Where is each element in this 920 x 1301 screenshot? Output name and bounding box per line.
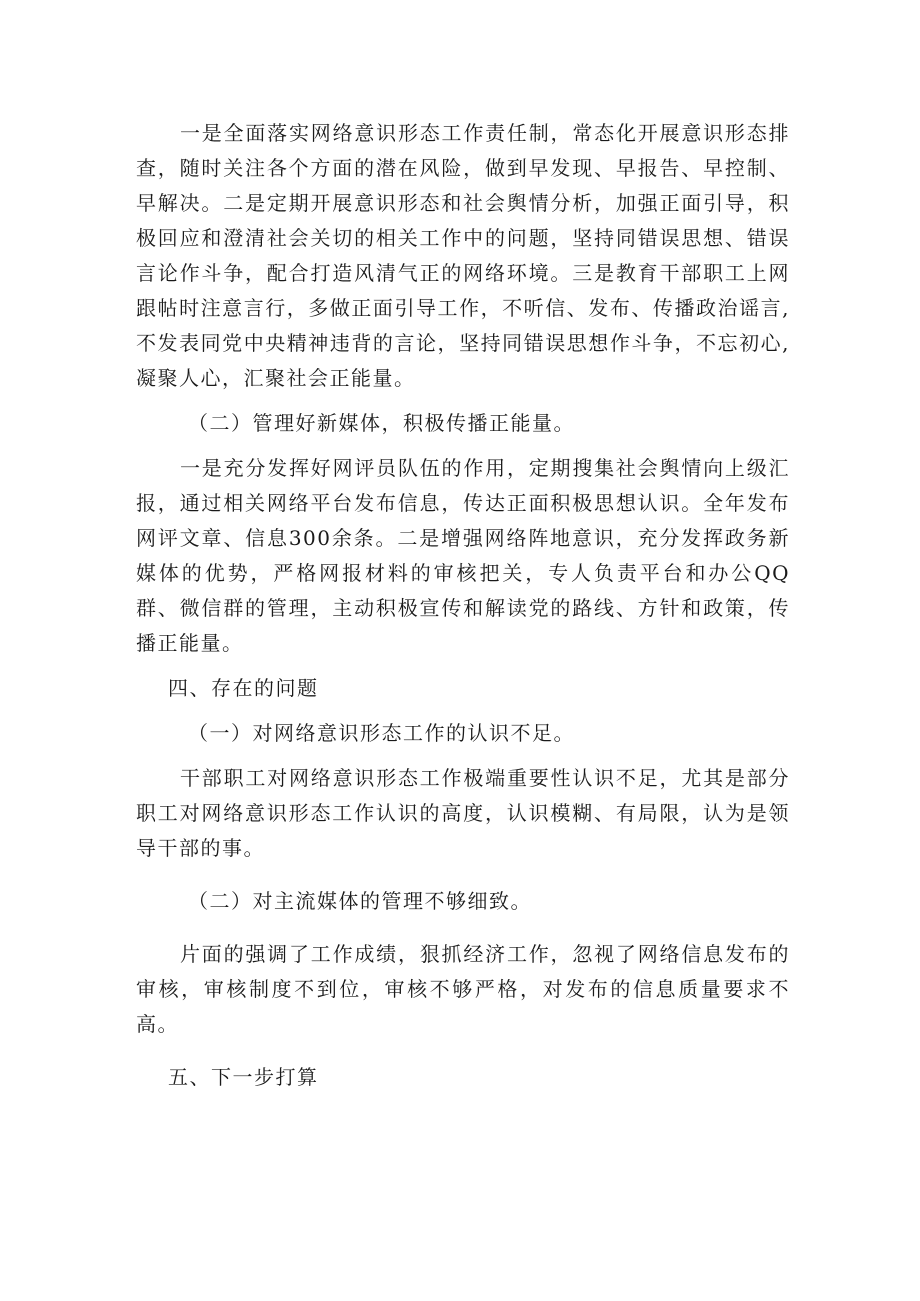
- subheading-media-management: （二）对主流媒体的管理不够细致。: [188, 889, 532, 913]
- paragraph-media-management: 片面的强调了工作成绩，狠抓经济工作，忽视了网络信息发布的审核，审核制度不到位，审核不够严格，对发布的信息质量要求不高。: [136, 942, 790, 1036]
- document-body: [136, 116, 790, 1095]
- section-heading-problems: 四、存在的问题: [168, 676, 319, 700]
- paragraph-new-media-measures: 一是充分发挥好网评员队伍的作用，定期搜集社会舆情向上级汇报，通过相关网络平台发布信息，传达正面积极思想认识。全年发布网评文章、信息300余条。二是增强网络阵地意识，充分发挥政务新媒体的优势，严格网报材料的审核把关，专人负责平台和办公QQ群、微信群的管理，主动积极宣传和解读党的路线、方针和政策，传播正能量。: [136, 456, 790, 655]
- subheading-new-media: （二）管理好新媒体，积极传播正能量。: [188, 411, 575, 435]
- paragraph-network-ideology-measures: 一是全面落实网络意识形态工作责任制，常态化开展意识形态排查，随时关注各个方面的潜在风险，做到早发现、早报告、早控制、早解决。二是定期开展意识形态和社会舆情分析，加强正面引导，积极回应和澄清社会关切的相关工作中的问题，坚持同错误思想、错误言论作斗争，配合打造风清气正的网络环境。三是教育干部职工上网跟帖时注意言行，多做正面引导工作，不听信、发布、传播政治谣言,不发表同党中央精神违背的言论，坚持同错误思想作斗争，不忘初心,凝聚人心，汇聚社会正能量。: [136, 121, 790, 390]
- subheading-insufficient-awareness: （一）对网络意识形态工作的认识不足。: [188, 721, 575, 745]
- section-heading-next-steps: 五、下一步打算: [168, 1065, 319, 1089]
- paragraph-insufficient-awareness: 干部职工对网络意识形态工作极端重要性认识不足，尤其是部分职工对网络意识形态工作认识的高度，认识模糊、有局限，认为是领导干部的事。: [136, 766, 790, 860]
